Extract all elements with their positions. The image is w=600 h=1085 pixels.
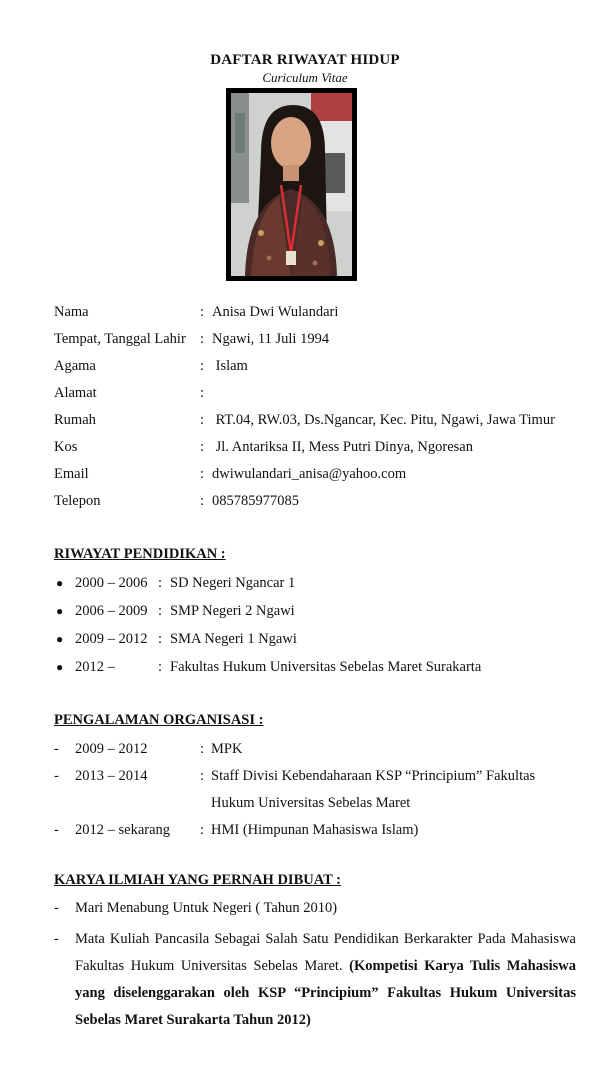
- education-years: 2012 –: [75, 659, 115, 675]
- work-item: [54, 926, 576, 1034]
- info-row-email: [54, 463, 594, 485]
- dash-marker: -: [54, 768, 59, 784]
- info-value: Anisa Dwi Wulandari: [212, 304, 339, 320]
- info-colon: :: [200, 466, 205, 482]
- education-institution: Fakultas Hukum Universitas Sebelas Maret Surakarta: [170, 659, 482, 675]
- info-label: Rumah: [54, 412, 96, 428]
- education-colon: :: [158, 659, 163, 675]
- organization-colon: :: [200, 741, 205, 757]
- organization-years: 2013 – 2014: [75, 768, 148, 784]
- info-colon: :: [200, 439, 205, 455]
- info-label: Email: [54, 466, 89, 482]
- cv-title: DAFTAR RIWAYAT HIDUP: [210, 52, 400, 68]
- bullet-icon: ●: [56, 576, 64, 590]
- education-heading: RIWAYAT PENDIDIKAN :: [54, 546, 226, 562]
- info-row-rumah: [54, 409, 594, 431]
- work-note: (Kompetisi Karya Tulis Mahasiswa yang diselenggarakan oleh KSP “Principium” Fakultas Hukum Universitas Sebelas Maret Surakarta Tahun 2012): [75, 958, 576, 1028]
- info-value: Jl. Antariksa II, Mess Putri Dinya, Ngoresan: [212, 439, 473, 455]
- bullet-icon: ●: [56, 604, 64, 618]
- info-label: Tempat, Tanggal Lahir: [54, 331, 186, 347]
- info-colon: :: [200, 412, 205, 428]
- info-label: Telepon: [54, 493, 101, 509]
- organization-years: 2012 – sekarang: [75, 822, 171, 838]
- organization-role: Staff Divisi Kebendaharaan KSP “Principium” Fakultas: [211, 768, 536, 784]
- info-row-nama: [54, 301, 594, 323]
- education-colon: :: [158, 603, 163, 619]
- info-label: Alamat: [54, 385, 97, 401]
- dash-marker: -: [54, 741, 59, 757]
- dash-marker: -: [54, 931, 59, 947]
- profile-photo: [226, 88, 357, 281]
- info-row-alamat: [54, 382, 594, 404]
- info-value: dwiwulandari_anisa@yahoo.com: [212, 466, 407, 482]
- works-heading: KARYA ILMIAH YANG PERNAH DIBUAT :: [54, 872, 341, 888]
- organization-role-continued: Hukum Universitas Sebelas Maret: [211, 795, 411, 811]
- dash-marker: -: [54, 822, 59, 838]
- info-row-kos: [54, 436, 594, 458]
- organization-colon: :: [200, 822, 205, 838]
- education-institution: SMA Negeri 1 Ngawi: [170, 631, 297, 647]
- info-label: Agama: [54, 358, 96, 374]
- info-row-telepon: [54, 490, 594, 512]
- organization-colon: :: [200, 768, 205, 784]
- info-value: Islam: [212, 358, 248, 374]
- info-value: Ngawi, 11 Juli 1994: [212, 331, 330, 347]
- education-colon: :: [158, 575, 163, 591]
- info-label: Kos: [54, 439, 78, 455]
- info-colon: :: [200, 304, 205, 320]
- education-years: 2000 – 2006: [75, 575, 148, 591]
- info-colon: :: [200, 493, 205, 509]
- info-colon: :: [200, 358, 205, 374]
- education-institution: SMP Negeri 2 Ngawi: [170, 603, 295, 619]
- education-institution: SD Negeri Ngancar 1: [170, 575, 296, 591]
- education-years: 2006 – 2009: [75, 603, 148, 619]
- education-years: 2009 – 2012: [75, 631, 148, 647]
- organization-role: MPK: [211, 741, 243, 757]
- organization-role: HMI (Himpunan Mahasiswa Islam): [211, 822, 419, 838]
- info-row-agama: [54, 355, 594, 377]
- info-value: RT.04, RW.03, Ds.Ngancar, Kec. Pitu, Ngawi, Jawa Timur: [212, 412, 555, 428]
- work-item: [54, 895, 576, 922]
- info-value: 085785977085: [212, 493, 299, 509]
- info-colon: :: [200, 331, 205, 347]
- bullet-icon: ●: [56, 660, 64, 674]
- info-label: Nama: [54, 304, 89, 320]
- dash-marker: -: [54, 900, 59, 916]
- organization-heading: PENGALAMAN ORGANISASI :: [54, 712, 264, 728]
- education-colon: :: [158, 631, 163, 647]
- organization-years: 2009 – 2012: [75, 741, 148, 757]
- portrait-illustration: [231, 93, 352, 276]
- bullet-icon: ●: [56, 632, 64, 646]
- work-title: Mari Menabung Untuk Negeri ( Tahun 2010): [75, 900, 338, 916]
- info-colon: :: [200, 385, 205, 401]
- cv-subtitle: Curiculum Vitae: [262, 70, 348, 85]
- photo-portrait: [231, 93, 352, 276]
- info-row-ttl: [54, 328, 594, 350]
- work-title: Mata Kuliah Pancasila Sebagai Salah Satu Pendidikan Berkarakter Pada Mahasiswa Fakultas Hukum Universitas Sebelas Maret.: [75, 931, 576, 974]
